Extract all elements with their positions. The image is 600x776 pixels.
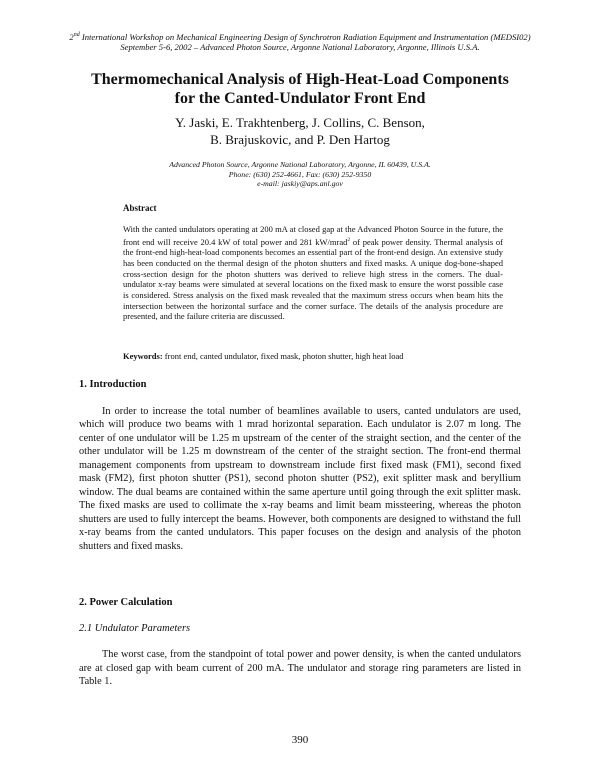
page-number: 390 bbox=[291, 734, 309, 746]
email: e-mail: jaskiy@aps.anl.gov bbox=[257, 179, 343, 188]
abstract-text: With the canted undulators operating at 200 mA at closed gap at the Advanced Photon Source in the future, the front end will receive 20.4 kW of total power and 281 kW/mrad$^2$ of peak power density. Thermal analysis of the front-end high-heat-load components becomes an essential part of the front-end design. An extensive study has been conducted on the thermal design of the photon shutters and fixed masks. A unique dog-bone-shaped cross-section design for the photon shutters was derived to relieve high stress in the corners. The dual-undulator x-ray beams were simulated at several locations on the fixed mask to ensure the worst possible case is considered. Stress analysis on the fixed mask revealed that the maximum stress occurs when beam hits the intersection between the horizontal surface and the corner surface. The details of the analysis procedure are presented, and the failure criteria are discussed. bbox=[123, 224, 503, 322]
paper-title: Thermomechanical Analysis of High-Heat-Load Components for the Canted-Undulator Front End bbox=[91, 71, 509, 107]
keywords-label: Keywords: bbox=[123, 351, 163, 361]
power-calculation-paragraph: The worst case, from the standpoint of total power and power density, is when the canted undulators are at closed gap with beam current of 200 mA. The undulator and storage ring parameters are listed in Table 1. bbox=[79, 649, 521, 687]
institution: Advanced Photon Source, Argonne National Laboratory, Argonne, IL 60439, U.S.A. bbox=[169, 160, 431, 169]
abstract-heading: Abstract bbox=[123, 203, 157, 213]
phone-fax: Phone: (630) 252-4661, Fax: (630) 252-9350 bbox=[228, 169, 372, 179]
section-heading-power-calculation: 2. Power Calculation bbox=[79, 597, 173, 608]
venue-line: September 5-6, 2002 – Advanced Photon Source, Argonne National Laboratory, Argonne, Illinois U.S.A. bbox=[120, 42, 480, 53]
running-header bbox=[60, 30, 540, 53]
subsection-heading-undulator-parameters: 2.1 Undulator Parameters bbox=[79, 623, 191, 634]
introduction-paragraph: In order to increase the total number of beamlines available to users, canted undulators are used, which will produce two beams with 1 mrad horizontal separation. Each undulator is 2.07 m long. The center of one undulator will be 1.25 m upstream of the center of the straight section, and the center of the other undulator will be 1.25 m downstream of the center of the straight section. The front-end thermal management components from upstream to downstream include first fixed mask (FM1), second fixed mask (FM2), first photon shutter (PS1), second photon shutter (PS2), exit splitter mask and beryllium window. The dual beams are contained within the same aperture until going through the exit splitter mask. The fixed masks are used to collimate the x-ray beams and limit beam missteering, whereas the photon shutters are used to fully intercept the beams. However, both components are designed to withstand the full x-ray beams from the canted undulators. This paper focuses on the design and analysis of the photon shutters and fixed masks. bbox=[79, 406, 521, 552]
keywords: Keywords: front end, canted undulator, fixed mask, photon shutter, high heat load bbox=[123, 351, 404, 361]
author-list: Y. Jaski, E. Trakhtenberg, J. Collins, C. Benson, B. Brajuskovic, and P. Den Hartog bbox=[175, 115, 425, 147]
workshop-line: 2nd International Workshop on Mechanical Engineering Design of Synchrotron Radiation Equipment and Instrumentation (MEDSI02) bbox=[69, 31, 531, 42]
affiliation bbox=[80, 160, 520, 189]
section-heading-introduction: 1. Introduction bbox=[79, 379, 147, 390]
